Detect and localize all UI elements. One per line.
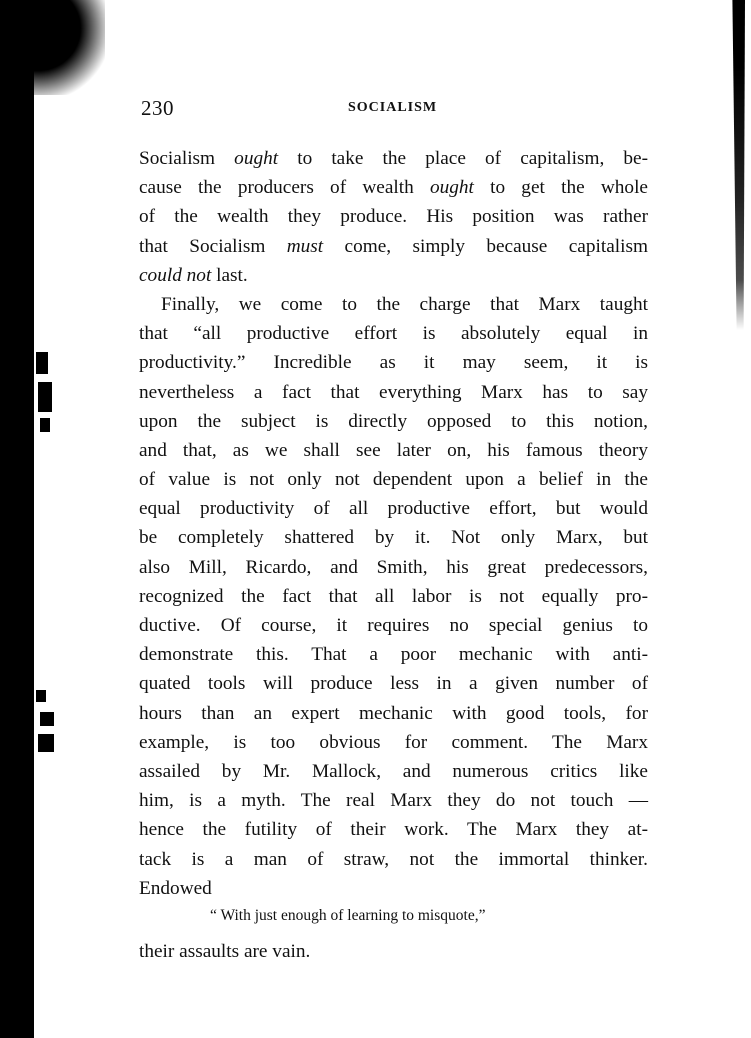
running-head: SOCIALISM (348, 100, 438, 115)
block-quote: “ With just enough of learning to misquote,” (210, 907, 486, 924)
scan-speck (36, 352, 48, 374)
scan-smudge (30, 0, 105, 95)
scan-speck (36, 690, 46, 702)
scan-speck (38, 734, 54, 752)
text-line: Socialism ought to take the place of capitalism, be- (139, 148, 648, 169)
text-line: that “all productive effort is absolutely equal in (139, 323, 648, 345)
text-line: could not last. (139, 264, 248, 286)
scan-speck (40, 418, 50, 432)
text-line: productivity.” Incredible as it may seem, it is (139, 352, 648, 374)
text-line: quated tools will produce less in a given number of (139, 673, 648, 695)
text-line: Finally, we come to the charge that Marx taught (161, 293, 648, 315)
text-line: equal productivity of all productive effort, but would (139, 498, 648, 520)
scan-speck (38, 382, 52, 412)
text-line: of the wealth they produce. His position was rather (139, 206, 648, 228)
text-line: ductive. Of course, it requires no special genius to (139, 615, 648, 636)
text-line: upon the subject is directly opposed to this notion, (139, 410, 648, 432)
scan-border-left (0, 0, 34, 1038)
text-line: recognized the fact that all labor is not equally pro- (139, 585, 648, 607)
text-line: and that, as we shall see later on, his famous theory (139, 439, 648, 461)
page-number: 230 (141, 96, 174, 120)
body-text (139, 144, 648, 903)
text-line: also Mill, Ricardo, and Smith, his great predecessors, (139, 556, 648, 578)
text-line: hours than an expert mechanic with good tools, for (139, 702, 648, 724)
text-line: nevertheless a fact that everything Marx has to say (139, 381, 648, 403)
text-line: hence the futility of their work. The Marx they at- (139, 819, 648, 841)
scan-border-right (731, 0, 745, 330)
scan-speck (40, 712, 54, 726)
text-line: cause the producers of wealth ought to get the whole (139, 177, 648, 199)
text-line: assailed by Mr. Mallock, and numerous critics like (139, 760, 648, 782)
text-line: him, is a myth. The real Marx they do not touch — (139, 790, 648, 812)
text-line: example, is too obvious for comment. The Marx (139, 731, 648, 753)
text-line: demonstrate this. That a poor mechanic with anti- (139, 644, 648, 666)
text-line: be completely shattered by it. Not only Marx, but (139, 527, 648, 549)
text-line: tack is a man of straw, not the immortal thinker. (139, 848, 648, 870)
text-line: of value is not only not dependent upon a belief in the (139, 469, 648, 491)
text-line: Endowed (139, 877, 212, 899)
text-line: that Socialism must come, simply because capitalism (139, 235, 648, 257)
closing-line: their assaults are vain. (139, 941, 311, 962)
page-header (141, 96, 647, 124)
